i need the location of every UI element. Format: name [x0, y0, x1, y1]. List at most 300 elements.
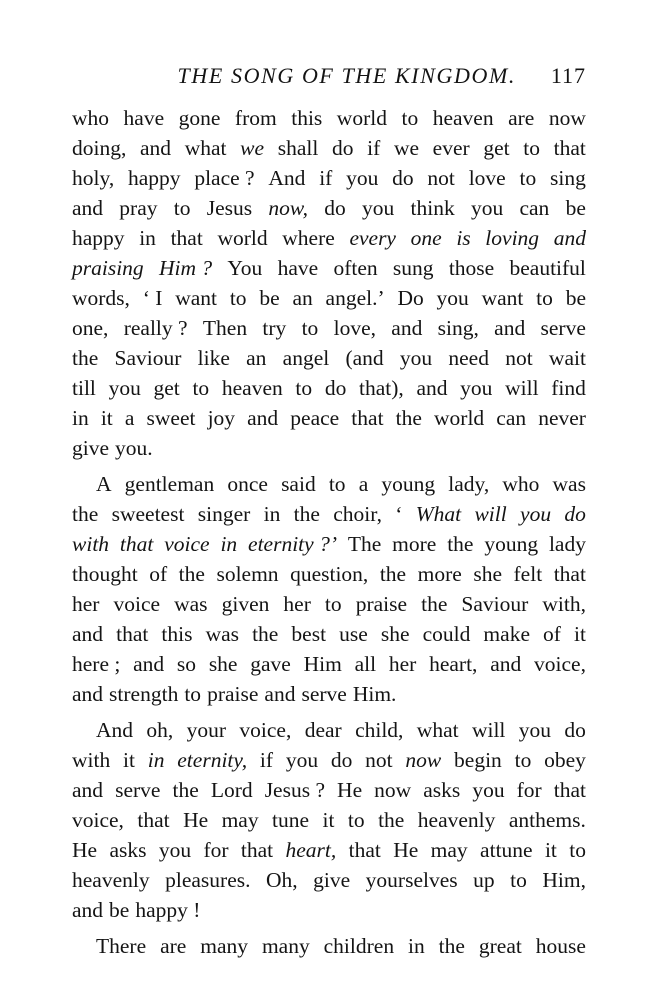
- word: be: [565, 196, 586, 220]
- text-line: [72, 559, 586, 589]
- word: the: [72, 346, 99, 370]
- word: gentleman: [124, 472, 215, 496]
- text-line: [72, 433, 586, 463]
- word: voice: [113, 592, 161, 616]
- word: was: [174, 592, 208, 616]
- word: sing: [550, 166, 586, 190]
- word: may: [430, 838, 468, 862]
- word: thought: [72, 562, 138, 586]
- word: you: [460, 376, 493, 400]
- word: to: [192, 376, 210, 400]
- italic-word: and: [553, 226, 586, 250]
- paragraph: [72, 715, 586, 925]
- paragraph: [72, 103, 586, 463]
- word: an: [246, 346, 267, 370]
- word: the: [379, 562, 407, 586]
- word: Him: [303, 652, 342, 676]
- word: praise: [207, 682, 259, 706]
- italic-word: in: [147, 748, 165, 772]
- word: ever: [432, 136, 470, 160]
- word: what: [184, 136, 227, 160]
- word: do: [330, 748, 353, 772]
- word: do: [331, 136, 354, 160]
- word: will: [471, 718, 506, 742]
- word: get: [153, 376, 180, 400]
- word: ‘: [395, 502, 403, 526]
- italic-word: that: [119, 532, 154, 556]
- word: it: [574, 622, 586, 646]
- word: strength: [109, 682, 179, 706]
- word: and: [416, 376, 448, 400]
- word: not: [505, 346, 533, 370]
- word: anthems.: [508, 808, 586, 832]
- word: heavenly: [72, 868, 150, 892]
- word: we: [393, 136, 420, 160]
- text-line: [72, 163, 586, 193]
- word: many: [261, 934, 310, 958]
- word: Him,: [542, 868, 586, 892]
- word: it: [100, 406, 113, 430]
- word: think: [410, 196, 455, 220]
- word: she: [380, 622, 410, 646]
- word: Jesus ?: [264, 778, 325, 802]
- word: angel.’: [325, 286, 385, 310]
- word: be: [565, 286, 586, 310]
- italic-word: praising: [72, 256, 144, 280]
- word: that: [553, 778, 586, 802]
- word: to: [229, 286, 247, 310]
- word: her: [72, 592, 100, 616]
- word: the: [252, 622, 279, 646]
- word: dear: [304, 718, 342, 742]
- word: for: [203, 838, 229, 862]
- word: the: [395, 406, 422, 430]
- word: (and: [345, 346, 384, 370]
- word: do: [324, 196, 346, 220]
- text-line: [72, 253, 586, 283]
- italic-word: every: [349, 226, 396, 250]
- word: gave: [250, 652, 291, 676]
- italic-word: heart,: [285, 838, 337, 862]
- word: heart,: [429, 652, 478, 676]
- word: never: [538, 406, 586, 430]
- running-title: THE SONG OF THE KINGDOM.: [177, 63, 516, 88]
- italic-word: with: [72, 532, 110, 556]
- word: have: [123, 106, 165, 130]
- word: are: [508, 106, 535, 130]
- book-page: [72, 58, 586, 961]
- italic-word: What: [415, 502, 462, 526]
- word: that: [351, 406, 384, 430]
- word: do: [324, 376, 347, 400]
- word: that: [240, 838, 274, 862]
- word: to: [536, 286, 553, 310]
- word: choir,: [333, 502, 382, 526]
- word: be: [259, 286, 280, 310]
- word: to: [184, 682, 202, 706]
- text-line: [72, 529, 586, 559]
- word: her: [283, 592, 311, 616]
- word: joy: [207, 406, 236, 430]
- word: and: [72, 778, 104, 802]
- paragraph: [72, 469, 586, 709]
- word: young: [381, 472, 436, 496]
- word: Saviour: [114, 346, 182, 370]
- word: holy,: [72, 166, 115, 190]
- word: to: [173, 196, 191, 220]
- word: it: [322, 808, 335, 832]
- word: and: [72, 196, 104, 220]
- word: that: [553, 562, 586, 586]
- word: was: [552, 472, 586, 496]
- word: now: [548, 106, 586, 130]
- italic-word: is: [456, 226, 471, 250]
- word: in: [408, 934, 425, 958]
- word: now: [374, 778, 412, 802]
- text-line: [72, 715, 586, 745]
- word: one,: [72, 316, 109, 340]
- word: in: [72, 406, 89, 430]
- word: to: [514, 748, 532, 772]
- word: happy: [72, 226, 125, 250]
- word: asks: [109, 838, 147, 862]
- word: said: [281, 472, 316, 496]
- text-line: [72, 619, 586, 649]
- word: it: [123, 748, 135, 772]
- text-line: [72, 193, 586, 223]
- word: He: [337, 778, 363, 802]
- word: Oh,: [265, 868, 298, 892]
- word: angel: [282, 346, 330, 370]
- word: you: [518, 718, 552, 742]
- word: are: [160, 934, 187, 958]
- word: will: [505, 376, 539, 400]
- word: you: [346, 166, 379, 190]
- word: house: [535, 934, 586, 958]
- word: get: [483, 136, 510, 160]
- word: voice,: [72, 808, 124, 832]
- word: can: [496, 406, 527, 430]
- italic-word: you: [520, 502, 552, 526]
- word: a: [358, 472, 369, 496]
- word: that: [348, 838, 381, 862]
- word: from: [234, 106, 277, 130]
- word: the: [72, 502, 99, 526]
- word: oh,: [146, 718, 174, 742]
- word: your: [186, 718, 227, 742]
- word: that),: [359, 376, 404, 400]
- word: and: [494, 316, 526, 340]
- word: she: [473, 562, 502, 586]
- word: pleasures.: [165, 868, 251, 892]
- word: what: [416, 718, 459, 742]
- word: in: [263, 502, 281, 526]
- word: can: [519, 196, 550, 220]
- text-line: [72, 223, 586, 253]
- word: here ;: [72, 652, 121, 676]
- word: sung: [392, 256, 434, 280]
- text-line: [72, 313, 586, 343]
- word: this: [161, 622, 193, 646]
- word: and: [391, 316, 423, 340]
- word: till: [72, 376, 96, 400]
- word: to: [295, 376, 313, 400]
- word: lady,: [448, 472, 490, 496]
- word: gone: [178, 106, 221, 130]
- italic-word: will: [474, 502, 507, 526]
- word: who: [502, 472, 540, 496]
- text-line: [72, 775, 586, 805]
- word: heavenly: [417, 808, 496, 832]
- word: where: [282, 226, 335, 250]
- word: lady: [548, 532, 586, 556]
- word: if: [367, 136, 381, 160]
- word: Jesus: [206, 196, 253, 220]
- word: like: [197, 346, 230, 370]
- word: to: [401, 106, 419, 130]
- text-line: [72, 745, 586, 775]
- text-line: [72, 649, 586, 679]
- word: He: [72, 838, 98, 862]
- italic-word: loving: [485, 226, 540, 250]
- word: happy: [127, 166, 181, 190]
- italic-word: in: [220, 532, 238, 556]
- word: with,: [542, 592, 586, 616]
- word: Saviour: [461, 592, 529, 616]
- word: the: [178, 562, 205, 586]
- word: And: [268, 166, 306, 190]
- text-line: [72, 373, 586, 403]
- word: and: [490, 652, 522, 676]
- text-line: [72, 283, 586, 313]
- word: child,: [355, 718, 404, 742]
- word: it: [544, 838, 557, 862]
- italic-word: we: [240, 136, 265, 160]
- running-header: [72, 58, 586, 94]
- word: The: [347, 532, 382, 556]
- word: best: [291, 622, 327, 646]
- word: solemn: [216, 562, 279, 586]
- word: you: [399, 346, 433, 370]
- word: voice,: [239, 718, 292, 742]
- text-line: [72, 865, 586, 895]
- italic-word: one: [410, 226, 442, 250]
- word: There: [96, 934, 147, 958]
- word: have: [277, 256, 319, 280]
- word: to: [569, 838, 586, 862]
- word: pray: [119, 196, 158, 220]
- word: you.: [115, 436, 153, 460]
- word: to: [510, 868, 527, 892]
- word: really ?: [123, 316, 188, 340]
- word: Do: [397, 286, 424, 310]
- word: to: [324, 592, 342, 616]
- word: And: [96, 718, 134, 742]
- word: given: [221, 592, 270, 616]
- italic-word: now,: [268, 196, 309, 220]
- word: do: [392, 166, 414, 190]
- word: was: [205, 622, 239, 646]
- word: you: [436, 286, 469, 310]
- word: heaven: [432, 106, 494, 130]
- word: sweetest: [111, 502, 185, 526]
- text-line: [72, 589, 586, 619]
- word: find: [551, 376, 586, 400]
- word: beautiful: [509, 256, 586, 280]
- word: yourselves: [365, 868, 458, 892]
- italic-word: do: [564, 502, 586, 526]
- word: you: [285, 748, 319, 772]
- word: and: [247, 406, 279, 430]
- word: peace: [290, 406, 340, 430]
- word: often: [333, 256, 378, 280]
- word: give: [72, 436, 110, 460]
- word: young: [484, 532, 539, 556]
- word: more: [392, 532, 437, 556]
- word: love: [468, 166, 506, 190]
- word: You: [227, 256, 263, 280]
- word: world: [217, 226, 268, 250]
- word: and: [133, 652, 165, 676]
- word: that: [553, 136, 586, 160]
- word: place ?: [194, 166, 255, 190]
- word: so: [176, 652, 197, 676]
- word: use: [339, 622, 368, 646]
- word: with: [72, 748, 111, 772]
- word: more: [417, 562, 462, 586]
- word: a: [124, 406, 135, 430]
- word: He: [183, 808, 209, 832]
- word: attune: [480, 838, 533, 862]
- word: once: [227, 472, 268, 496]
- word: that: [116, 622, 149, 646]
- word: the: [293, 502, 320, 526]
- word: up: [473, 868, 495, 892]
- word: try: [262, 316, 287, 340]
- word: and: [72, 898, 104, 922]
- word: not: [365, 748, 393, 772]
- word: Him.: [352, 682, 397, 706]
- word: and: [72, 682, 104, 706]
- italic-word: now: [405, 748, 442, 772]
- word: all: [354, 652, 377, 676]
- word: if: [259, 748, 274, 772]
- word: that: [170, 226, 203, 250]
- italic-word: Him ?: [158, 256, 213, 280]
- word: if: [319, 166, 333, 190]
- word: happy !: [135, 898, 201, 922]
- word: tune: [272, 808, 310, 832]
- word: great: [478, 934, 522, 958]
- word: many: [200, 934, 249, 958]
- word: doing,: [72, 136, 127, 160]
- word: those: [448, 256, 495, 280]
- italic-word: voice: [164, 532, 210, 556]
- word: begin: [454, 748, 502, 772]
- body-text: [72, 103, 586, 961]
- word: the: [421, 592, 448, 616]
- word: to: [301, 316, 319, 340]
- word: world: [434, 406, 485, 430]
- word: be: [109, 898, 130, 922]
- text-line: [72, 499, 586, 529]
- text-line: [72, 679, 586, 709]
- text-line: [72, 343, 586, 373]
- word: singer: [197, 502, 251, 526]
- word: do: [564, 718, 586, 742]
- word: to: [328, 472, 346, 496]
- text-line: [72, 133, 586, 163]
- word: the: [438, 934, 465, 958]
- word: serve: [301, 682, 347, 706]
- word: give: [313, 868, 351, 892]
- word: make: [483, 622, 530, 646]
- text-line: [72, 931, 586, 961]
- word: children: [323, 934, 395, 958]
- word: voice,: [534, 652, 586, 676]
- word: you: [472, 778, 505, 802]
- word: you: [470, 196, 504, 220]
- word: the: [172, 778, 199, 802]
- text-line: [72, 469, 586, 499]
- word: need: [448, 346, 489, 370]
- word: of: [149, 562, 168, 586]
- word: asks: [423, 778, 461, 802]
- word: want: [481, 286, 524, 310]
- word: want: [175, 286, 218, 310]
- text-line: [72, 103, 586, 133]
- word: shall: [277, 136, 319, 160]
- word: in: [139, 226, 156, 250]
- word: the: [447, 532, 474, 556]
- word: sing,: [437, 316, 479, 340]
- word: you: [108, 376, 141, 400]
- word: and: [264, 682, 296, 706]
- word: world: [336, 106, 387, 130]
- word: Then: [202, 316, 248, 340]
- word: words,: [72, 286, 130, 310]
- word: Lord: [210, 778, 253, 802]
- text-line: [72, 835, 586, 865]
- word: for: [516, 778, 542, 802]
- word: not: [427, 166, 455, 190]
- word: her: [388, 652, 417, 676]
- italic-word: eternity ?’: [248, 532, 337, 556]
- word: and: [72, 622, 104, 646]
- word: you: [158, 838, 192, 862]
- word: wait: [548, 346, 586, 370]
- word: an: [292, 286, 313, 310]
- word: of: [543, 622, 561, 646]
- word: that: [137, 808, 170, 832]
- word: to: [347, 808, 365, 832]
- word: heaven: [221, 376, 283, 400]
- word: He: [393, 838, 419, 862]
- text-line: [72, 895, 586, 925]
- word: she: [208, 652, 238, 676]
- word: this: [291, 106, 323, 130]
- word: sweet: [146, 406, 196, 430]
- paragraph: [72, 931, 586, 961]
- word: to: [519, 166, 537, 190]
- word: could: [422, 622, 471, 646]
- word: A: [96, 472, 112, 496]
- word: and: [140, 136, 172, 160]
- word: felt: [513, 562, 543, 586]
- word: the: [378, 808, 405, 832]
- word: serve: [115, 778, 161, 802]
- word: you: [362, 196, 395, 220]
